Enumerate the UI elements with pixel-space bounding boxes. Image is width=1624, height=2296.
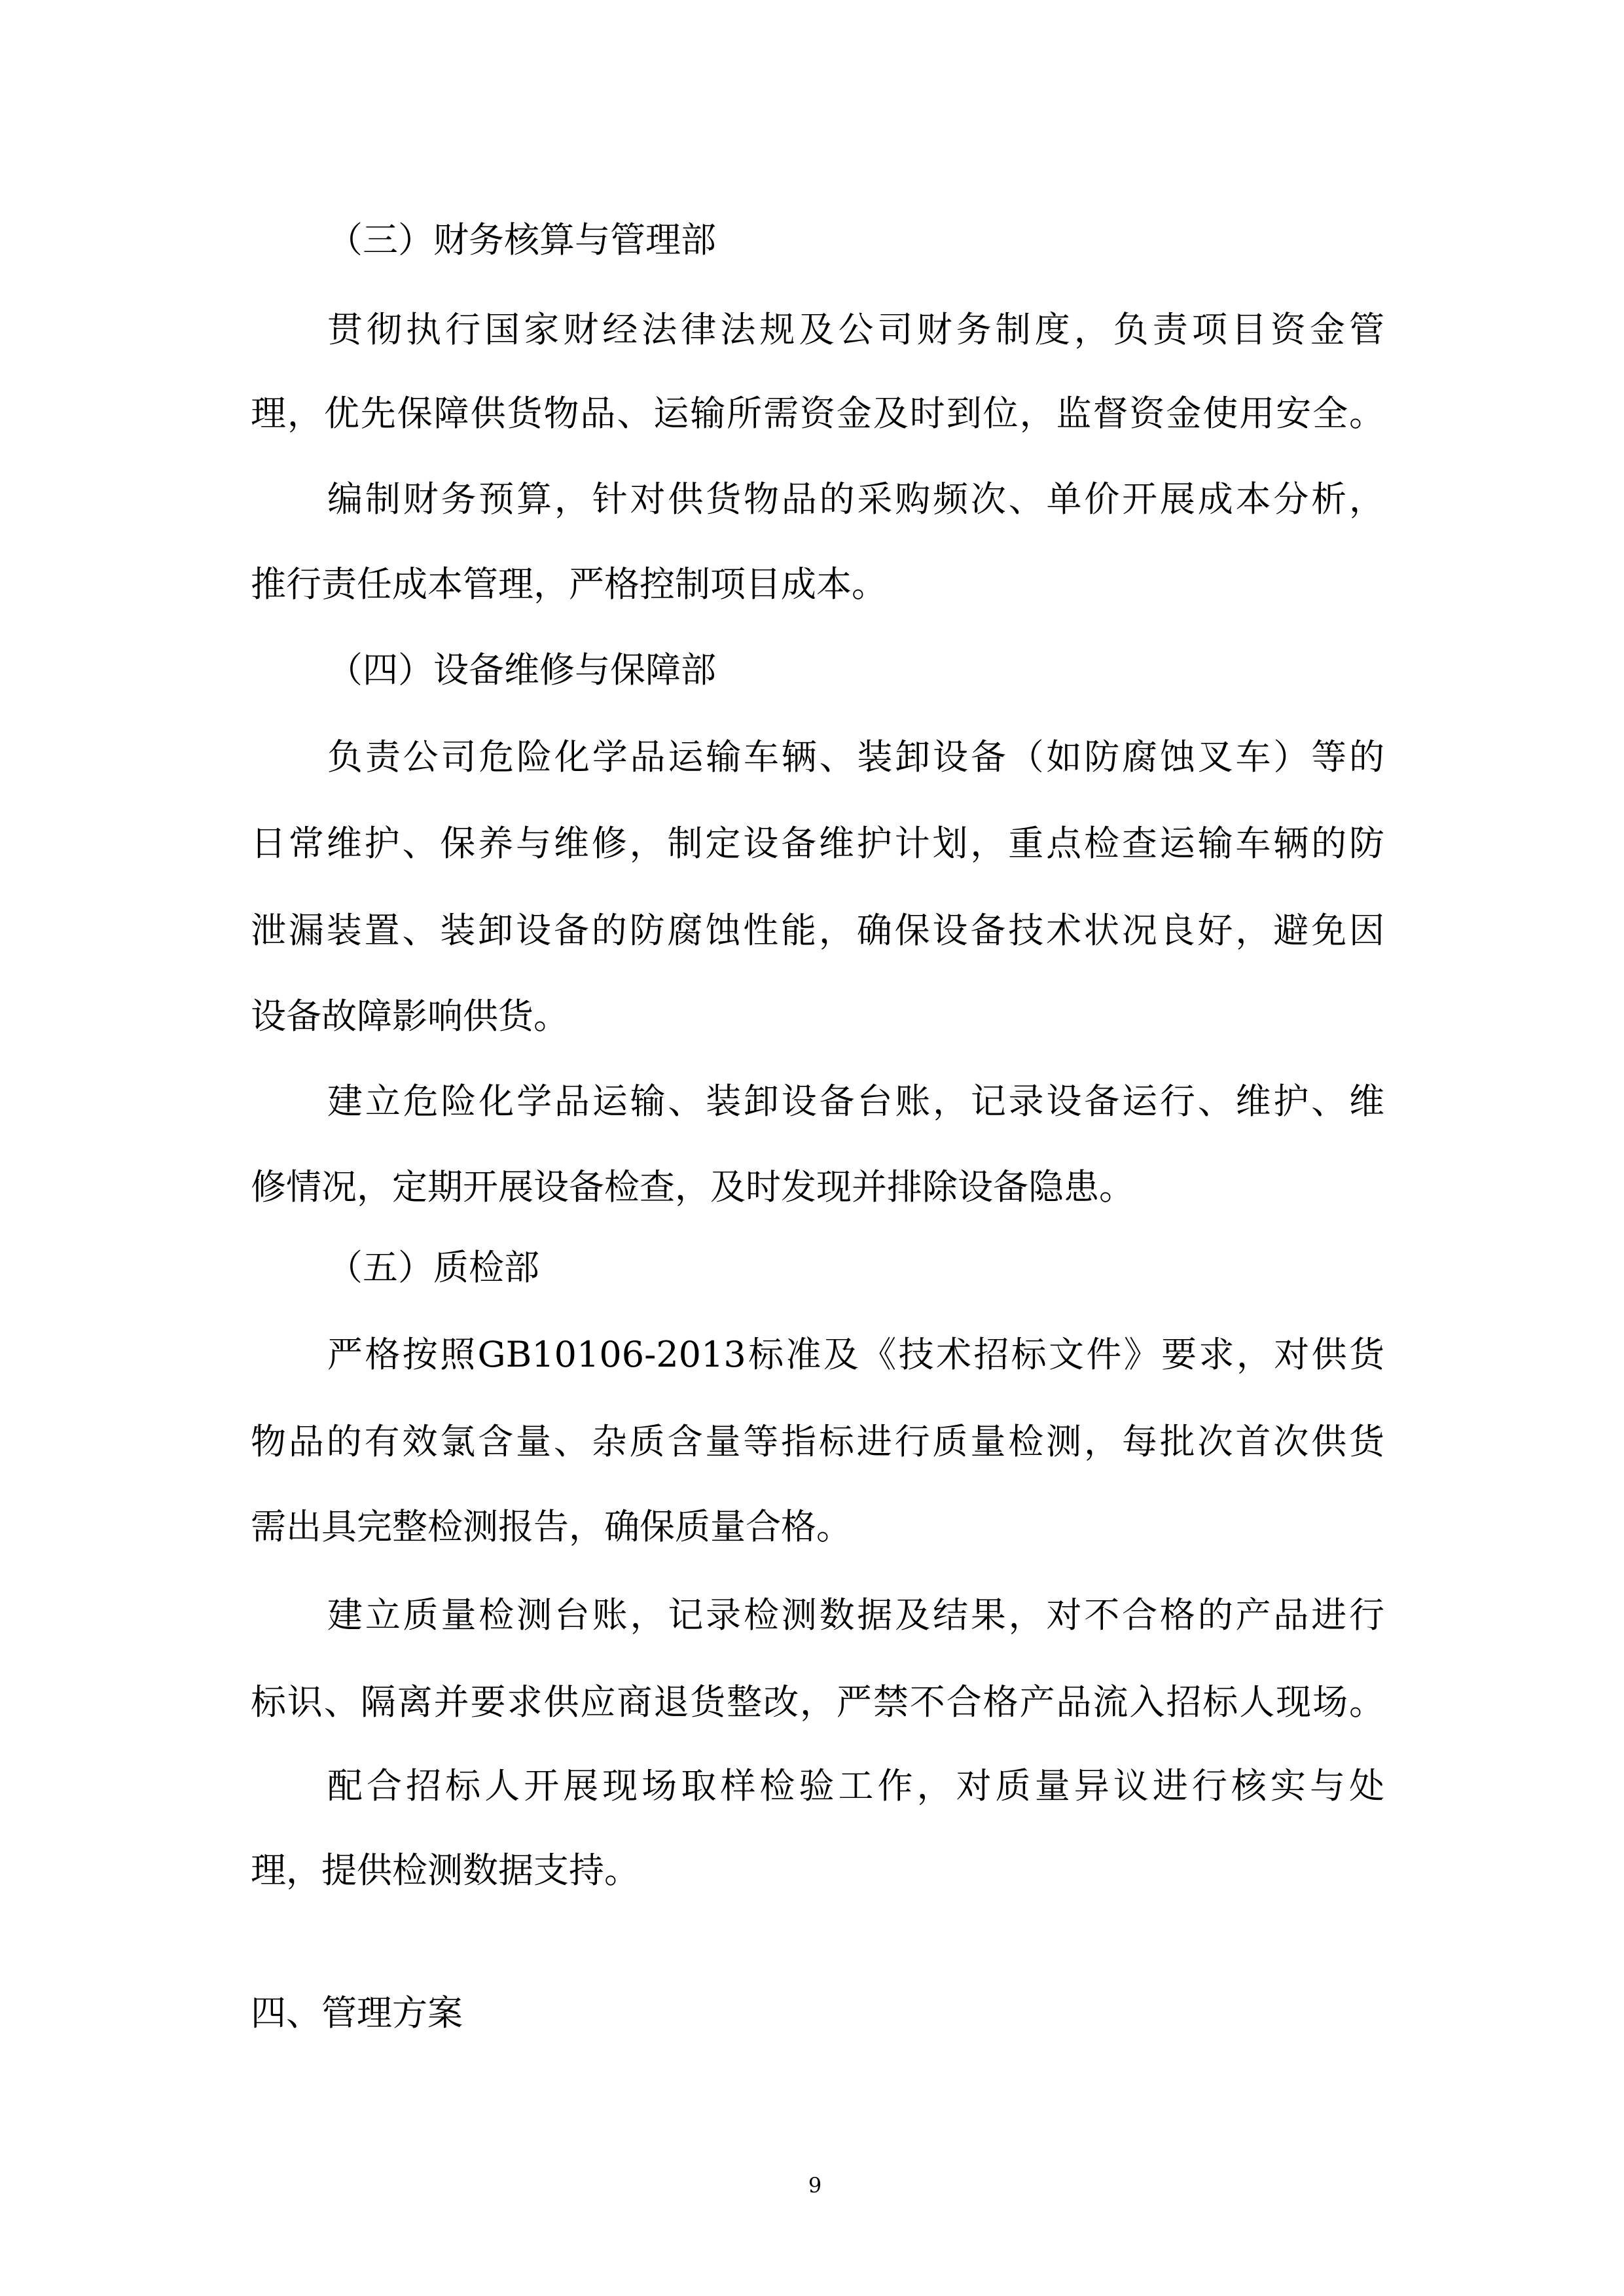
paragraph-line: 理，优先保障供货物品、运输所需资金及时到位，监督资金使用安全。 — [251, 393, 1384, 434]
paragraph-line: 需出具完整检测报告，确保质量合格。 — [251, 1506, 852, 1547]
page-number: 9 — [808, 2173, 822, 2198]
paragraph-line: 日常维护、保养与维修，制定设备维护计划，重点检查运输车辆的防 — [251, 823, 1384, 864]
paragraph-line: 配合招标人开展现场取样检验工作，对质量异议进行核实与处 — [327, 1765, 1384, 1806]
paragraph-line: 严格按照GB10106-2013标准及《技术招标文件》要求，对供货 — [327, 1334, 1384, 1375]
section-heading-finance: （三）财务核算与管理部 — [327, 219, 716, 260]
paragraph-line: 泄漏装置、装卸设备的防腐蚀性能，确保设备技术状况良好，避免因 — [251, 910, 1384, 951]
section-heading-quality: （五）质检部 — [327, 1247, 539, 1288]
paragraph-line: 修情况，定期开展设备检查，及时发现并排除设备隐患。 — [251, 1166, 1134, 1208]
paragraph-line: 建立质量检测台账，记录检测数据及结果，对不合格的产品进行 — [327, 1594, 1384, 1636]
paragraph-line: 理，提供检测数据支持。 — [251, 1850, 640, 1891]
paragraph-line: 标识、隔离并要求供应商退货整改，严禁不合格产品流入招标人现场。 — [251, 1681, 1384, 1723]
paragraph-line: 编制财务预算，针对供货物品的采购频次、单价开展成本分析， — [327, 478, 1384, 520]
paragraph-line: 推行责任成本管理，严格控制项目成本。 — [251, 564, 887, 605]
paragraph-line: 物品的有效氯含量、杂质含量等指标进行质量检测，每批次首次供货 — [251, 1421, 1384, 1462]
paragraph-line: 建立危险化学品运输、装卸设备台账，记录设备运行、维护、维 — [327, 1081, 1384, 1122]
paragraph-line: 负责公司危险化学品运输车辆、装卸设备（如防腐蚀叉车）等的 — [327, 736, 1384, 778]
part-heading-management: 四、管理方案 — [251, 1992, 463, 2034]
section-heading-equipment: （四）设备维修与保障部 — [327, 649, 716, 691]
paragraph-line: 贯彻执行国家财经法律法规及公司财务制度，负责项目资金管 — [327, 309, 1384, 350]
paragraph-line: 设备故障影响供货。 — [251, 996, 569, 1037]
